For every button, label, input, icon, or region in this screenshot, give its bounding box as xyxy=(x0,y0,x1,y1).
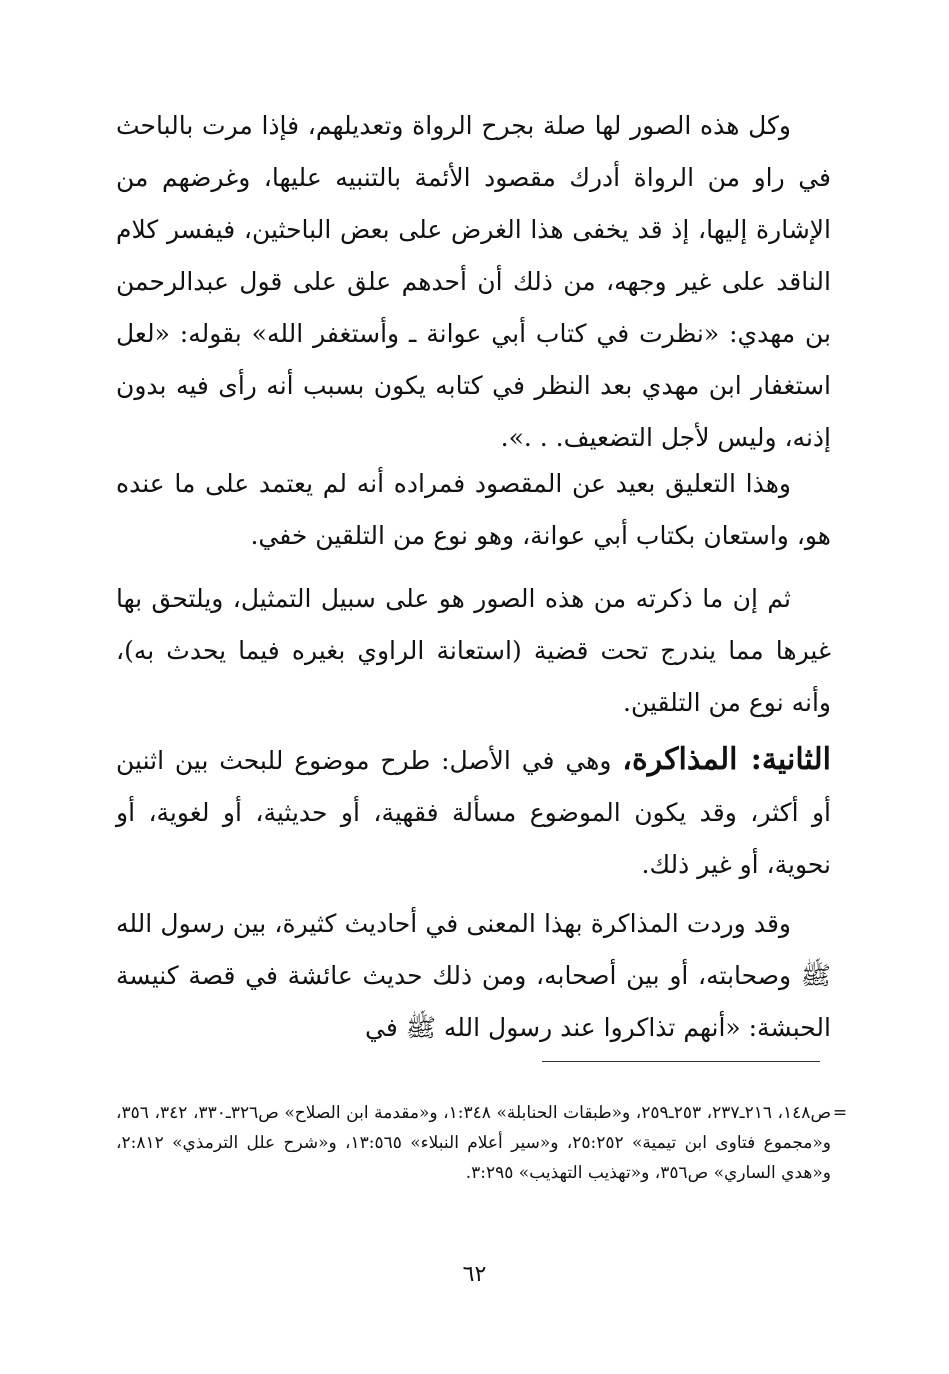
footnote-separator xyxy=(542,1061,820,1062)
paragraph-3-text: ثم إن ما ذكرته من هذه الصور هو على سبيل التمثيل، ويلتحق بها غيرها مما يندرج تحت قضية (استعانة الراوي بغيره فيما يحدث به)، وأنه نوع من التلقين. xyxy=(116,584,831,717)
paragraph-1 xyxy=(116,100,831,464)
paragraph-4 xyxy=(116,734,831,891)
paragraph-4-text: وهي في الأصل: طرح موضوع للبحث بين اثنين أو أكثر، وقد يكون الموضوع مسألة فقهية، أو حديثية، أو لغوية، أو نحوية، أو غير ذلك. xyxy=(116,746,831,879)
paragraph-5-text: وقد وردت المذاكرة بهذا المعنى في أحاديث كثيرة، بين رسول الله ﷺ وصحابته، أو بين أصحابه، ومن ذلك حديث عائشة في قصة كنيسة الحبشة: «أنهم تذاكروا عند رسول الله ﷺ في xyxy=(116,909,831,1042)
paragraph-2 xyxy=(116,458,831,562)
paragraph-3 xyxy=(116,573,831,729)
paragraph-1-text: وكل هذه الصور لها صلة بجرح الرواة وتعديلهم، فإذا مرت بالباحث في راو من الرواة أدرك مقصود الأئمة بالتنبيه عليها، وغرضهم من الإشارة إليها، إذ قد يخفى هذا الغرض على بعض الباحثين، فيفسر كلام الناقد على غير وجهه، من ذلك أن أحدهم علق على قول عبدالرحمن بن مهدي: «نظرت في كتاب أبي عوانة ـ وأستغفر الله» بقوله: «لعل استغفار ابن مهدي بعد النظر في كتابه يكون بسبب أنه رأى فيه بدون إذنه، وليس لأجل التضعيف. . .». xyxy=(116,111,831,452)
footnote-continuation-marker: = xyxy=(832,1103,848,1123)
footnote-text: ص١٤٨، ٢١٦ـ٢٣٧، ٢٥٣ـ٢٥٩، و«طبقات الحنابلة» ١:٣٤٨، و«مقدمة ابن الصلاح» ص٣٢٦ـ٣٣٠، ٣٤٢، ٣٥٦، و«مجموع فتاوى ابن تيمية» ٢٥:٢٥٢، و«سير أعلام النبلاء» ١٣:٥٦٥، و«شرح علل الترمذي» ٢:٨١٢، و«هدي الساري» ص٣٥٦، و«تهذيب التهذيب» ٣:٢٩٥. xyxy=(116,1103,832,1183)
section-heading: الثانية: المذاكرة، xyxy=(622,742,832,777)
page-number: ٦٢ xyxy=(462,1262,487,1287)
paragraph-2-text: وهذا التعليق بعيد عن المقصود فمراده أنه لم يعتمد على ما عنده هو، واستعان بكتاب أبي عوانة، وهو نوع من التلقين خفي. xyxy=(116,469,831,550)
paragraph-5 xyxy=(116,898,831,1054)
